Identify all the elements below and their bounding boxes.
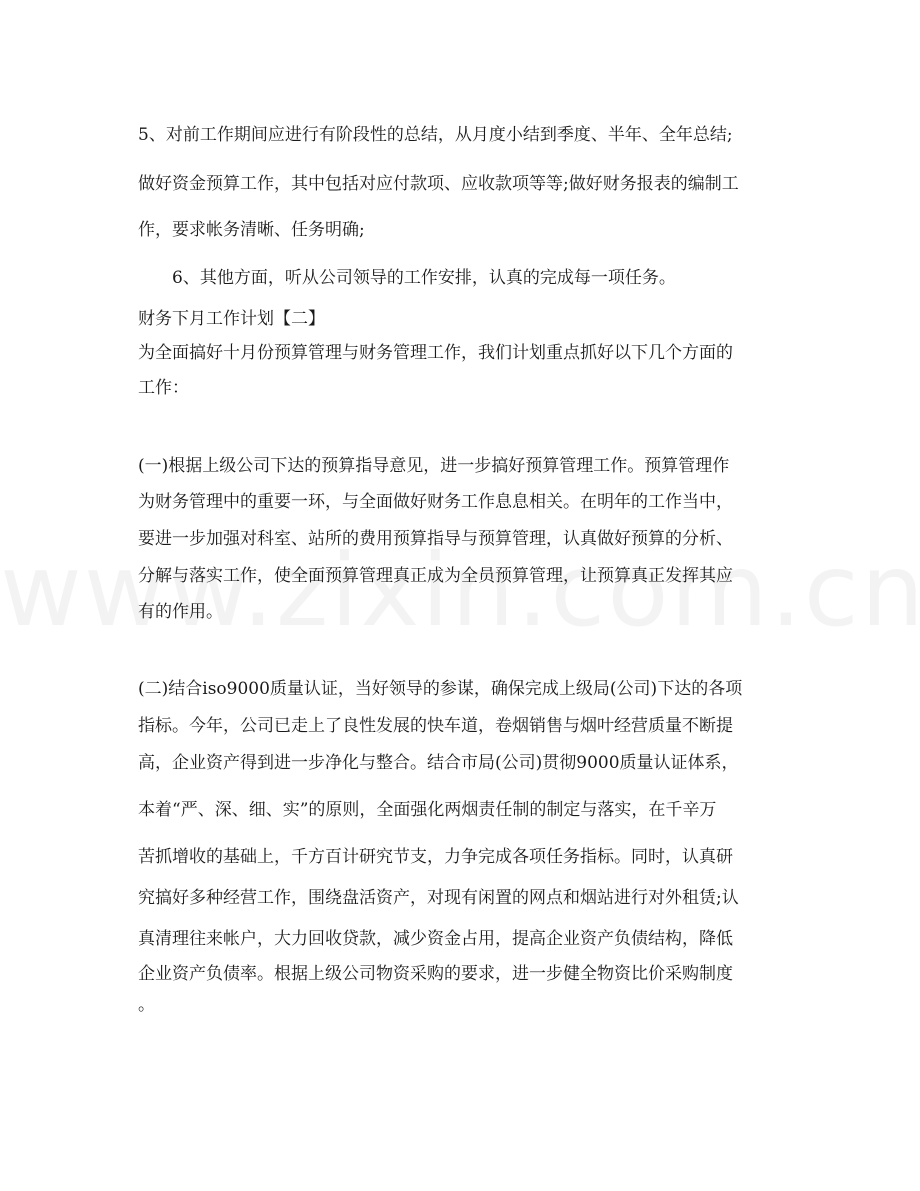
- text-line: 为全面搞好十月份预算管理与财务管理工作，我们计划重点抓好以下几个方面的: [138, 343, 733, 363]
- text-line: 为财务管理中的重要一环，与全面做好财务工作息息相关。在明年的工作当中，: [138, 492, 733, 512]
- text-line: (一)根据上级公司下达的预算指导意见，进一步搞好预算管理工作。预算管理作: [138, 456, 730, 476]
- text-line: 本着“严、深、细、实”的原则，全面强化两烟责任制的制定与落实，在千辛万: [138, 800, 717, 820]
- text-line: 5、对前工作期间应进行有阶段性的总结，从月度小结到季度、半年、全年总结;: [138, 125, 733, 145]
- text-line: 有的作用。: [138, 602, 223, 622]
- text-line: (二)结合iso9000质量认证，当好领导的参谋，确保完成上级局(公司)下达的各项: [138, 679, 743, 699]
- text-line: 分解与落实工作，使全面预算管理真正成为全员预算管理，让预算真正发挥其应: [138, 566, 733, 586]
- section-heading: 财务下月工作计划【二】: [138, 309, 325, 329]
- text-line: 真清理往来帐户，大力回收贷款，减少资金占用，提高企业资产负债结构，降低: [138, 929, 733, 949]
- text-line: 指标。今年，公司已走上了良性发展的快车道，卷烟销售与烟叶经营质量不断提: [138, 716, 733, 736]
- text-line: 要进一步加强对科室、站所的费用预算指导与预算管理，认真做好预算的分析、: [138, 529, 733, 549]
- text-line: 6、其他方面，听从公司领导的工作安排，认真的完成每一项任务。: [172, 268, 676, 288]
- text-line: 做好资金预算工作，其中包括对应付款项、应收款项等等;做好财务报表的编制工: [138, 174, 739, 194]
- text-line: 苦抓增收的基础上，千方百计研究节支，力争完成各项任务指标。同时，认真研: [138, 847, 733, 867]
- text-line: 作，要求帐务清晰、任务明确;: [138, 220, 365, 240]
- text-line: 究搞好多种经营工作，围绕盘活资产，对现有闲置的网点和烟站进行对外租赁;认: [138, 888, 739, 908]
- text-line: 工作：: [138, 378, 189, 398]
- text-line: 。: [138, 995, 155, 1015]
- text-line: 企业资产负债率。根据上级公司物资采购的要求，进一步健全物资比价采购制度: [138, 964, 733, 984]
- text-line: 高，企业资产得到进一步净化与整合。结合市局(公司)贯彻9000质量认证体系，: [138, 753, 739, 773]
